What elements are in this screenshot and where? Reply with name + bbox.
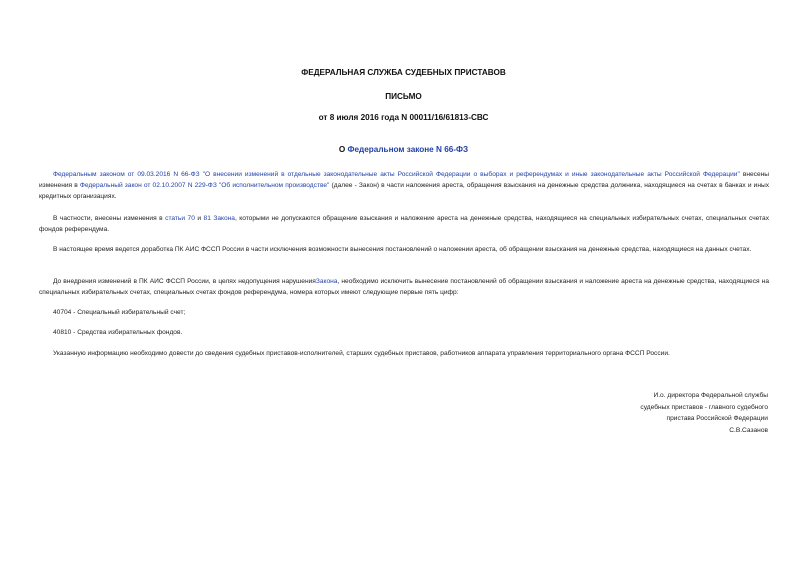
signature-line-3: пристава Российской Федерации [666,415,768,422]
para5-text: Указанную информацию необходимо довести до сведения судебных приставов-исполнителей, старших судебных приставов, работников аппарата управления территориального органа ФССП России. [53,350,670,357]
subject-prefix: О [338,145,348,154]
agency-title: ФЕДЕРАЛЬНАЯ СЛУЖБА СУДЕБНЫХ ПРИСТАВОВ [301,68,506,77]
signature-name: С.В.Сазанов [729,426,768,434]
para3-text: В настоящее время ведется доработка ПК АИС ФССП России в части исключения возможности вынесения постановлений о наложении ареста, об обращении взыскания на денежные средства, находящиеся на данных счетах. [53,246,752,253]
para2-text2: и [194,215,204,222]
paragraph-4 [39,276,769,298]
account-item-40704: 40704 - Специальный избирательный счет; [53,309,186,316]
account-item-40810: 40810 - Средства избирательных фондов. [53,329,183,336]
doc-date-number: от 8 июля 2016 года N 00011/16/61813-СВС [318,113,489,122]
para4-text1: До внедрения изменений в ПК АИС ФССП России, в целях недопущения нарушения [53,278,316,285]
signature-block [640,390,768,436]
subject-title [0,145,807,154]
paragraph-3 [39,244,769,255]
para2-text3: , которыми не допускаются обращение взыскания и наложение ареста на денежные средства, находящиеся на специальных избирательных счетах, специальных счетах фондов референдума. [39,215,769,233]
signature-line-1: И.о. директора Федеральной службы [653,392,768,399]
subject-law-link[interactable]: Федеральном законе N 66-ФЗ [347,145,469,154]
paragraph-1 [39,169,769,202]
law-66fz-link[interactable]: Федеральным законом от 09.03.2016 N 66-ФЗ "О внесении изменений в отдельные законодательные акты Российской Федерации о выборах и референдумах и иные законодательные акты Российской Федерации" [53,171,740,178]
para2-text1: В частности, внесены изменения в [53,215,166,222]
article-70-link[interactable]: статьи 70 [165,215,195,222]
law-link[interactable]: Закона [315,278,338,285]
law-229fz-link[interactable]: Федеральный закон от 02.10.2007 N 229-ФЗ "Об исполнительном производстве" [79,182,330,189]
paragraph-5 [39,348,769,359]
para1-text2: (далее - Закон) в части наложения ареста, обращения взыскания на денежные средства должника, находящиеся на счетах в банках и иных кредитных организациях. [39,182,770,200]
para1-text1: внесены изменения в [39,171,769,189]
paragraph-2 [39,213,769,235]
signature-line-2: судебных приставов - главного судебного [640,403,768,411]
doc-type-title: ПИСЬМО [385,92,422,101]
para4-text2: , необходимо исключить вынесение постановлений об обращении взыскания и наложение ареста на денежные средства, находящиеся на специальных избирательных счетах, специальных счетах фондов референдума, номера которых имеют следующие первые пять цифр: [39,278,769,296]
article-81-link[interactable]: 81 Закона [203,215,235,222]
